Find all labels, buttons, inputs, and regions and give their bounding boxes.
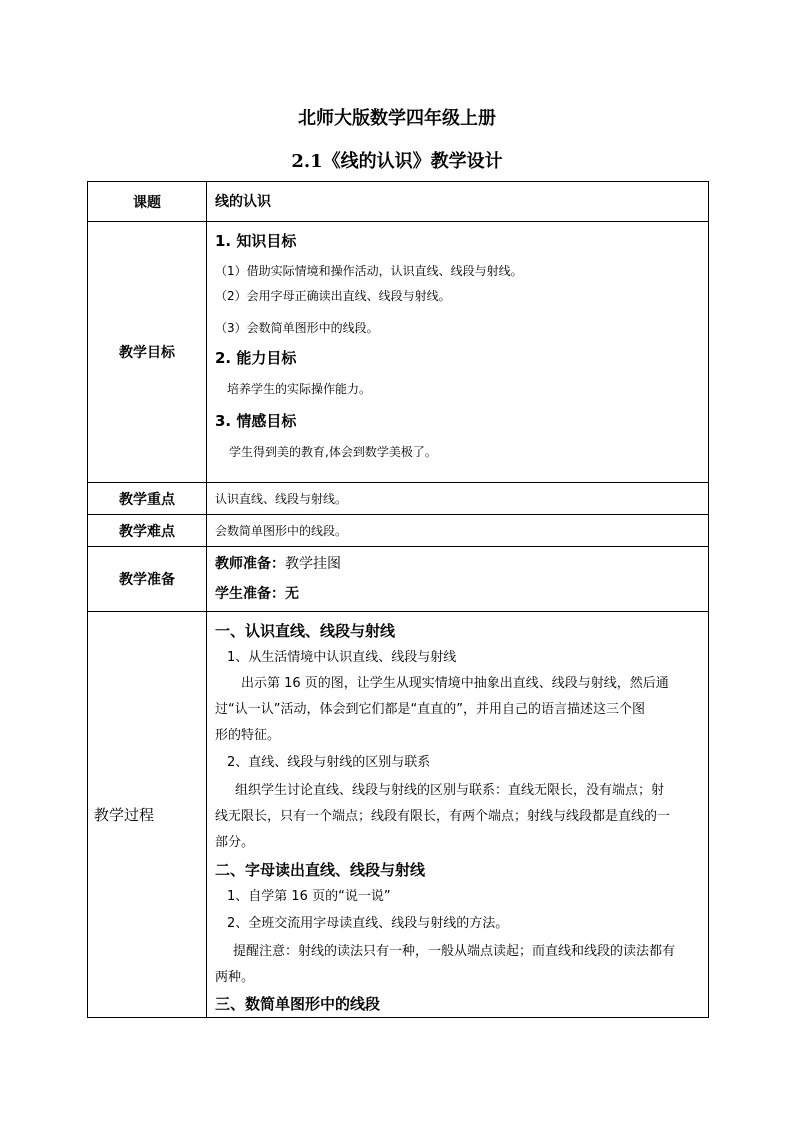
sub-heading: 2、直线、线段与射线的区别与联系 (227, 755, 431, 770)
teacher-prep-value: 教学挂图 (285, 556, 341, 572)
student-prep-value: 无 (285, 586, 299, 602)
section-heading: 三、数简单图形中的线段 (215, 995, 381, 1013)
section-heading: 一、认识直线、线段与射线 (215, 622, 396, 640)
goals-label: 教学目标 (88, 222, 207, 483)
teacher-prep-label: 教师准备： (215, 556, 285, 572)
preparation-row (88, 547, 709, 612)
difficulty-row (88, 515, 709, 547)
paragraph-line: 形的特征。 (215, 728, 281, 743)
knowledge-goal-item: （3）会数简单图形中的线段。 (215, 321, 379, 335)
paragraph-line: 出示第 16 页的图，让学生从现实情境中抽象出直线、线段与射线，然后通 (241, 676, 669, 691)
paragraph-line: 线无限长，只有一个端点；线段有限长，有两个端点；射线与线段都是直线的一 (215, 809, 671, 824)
paragraph-line: 过“认一认”活动，体会到它们都是“直直的”，并用自己的语言描述这三个图 (215, 702, 645, 717)
document-subtitle: 2.1《线的认识》教学设计 (291, 151, 503, 172)
topic-value: 线的认识 (215, 193, 271, 210)
paragraph-line: 部分。 (215, 835, 255, 850)
difficulty-value: 会数简单图形中的线段。 (215, 523, 348, 538)
process-label: 教学过程 (88, 612, 207, 1018)
emotion-goal-item: 学生得到美的教育,体会到数学美极了。 (229, 445, 437, 459)
preparation-label: 教学准备 (88, 547, 207, 612)
topic-label: 课题 (88, 182, 207, 222)
process-row (88, 612, 709, 1018)
key-point-value: 认识直线、线段与射线。 (215, 491, 348, 506)
emotion-goal-heading: 3. 情感目标 (215, 412, 297, 430)
sub-heading: 1、自学第 16 页的“说一说” (227, 889, 391, 904)
document-title: 北师大版数学四年级上册 (298, 108, 496, 129)
difficulty-label: 教学难点 (88, 515, 207, 547)
paragraph-line: 提醒注意：射线的读法只有一种，一般从端点读起；而直线和线段的读法都有 (233, 944, 676, 959)
ability-goal-heading: 2. 能力目标 (215, 349, 297, 367)
ability-goal-item: 培养学生的实际操作能力。 (227, 382, 372, 396)
paragraph-line: 组织学生讨论直线、线段与射线的区别与联系：直线无限长，没有端点；射 (235, 783, 665, 798)
key-point-label: 教学重点 (88, 483, 207, 515)
sub-heading: 2、全班交流用字母读直线、线段与射线的方法。 (227, 916, 509, 931)
goals-row (88, 222, 709, 483)
student-prep-label: 学生准备： (215, 586, 285, 602)
sub-heading: 1、从生活情境中认识直线、线段与射线 (227, 650, 457, 665)
section-heading: 二、字母读出直线、线段与射线 (215, 861, 426, 879)
knowledge-goal-item: （1）借助实际情境和操作活动，认识直线、线段与射线。 (215, 264, 523, 278)
paragraph-line: 两种。 (215, 970, 255, 985)
topic-row (88, 182, 709, 222)
knowledge-goal-heading: 1. 知识目标 (215, 232, 297, 250)
lesson-plan-table (87, 181, 709, 1018)
key-point-row (88, 483, 709, 515)
knowledge-goal-item: （2）会用字母正确读出直线、线段与射线。 (215, 289, 451, 303)
